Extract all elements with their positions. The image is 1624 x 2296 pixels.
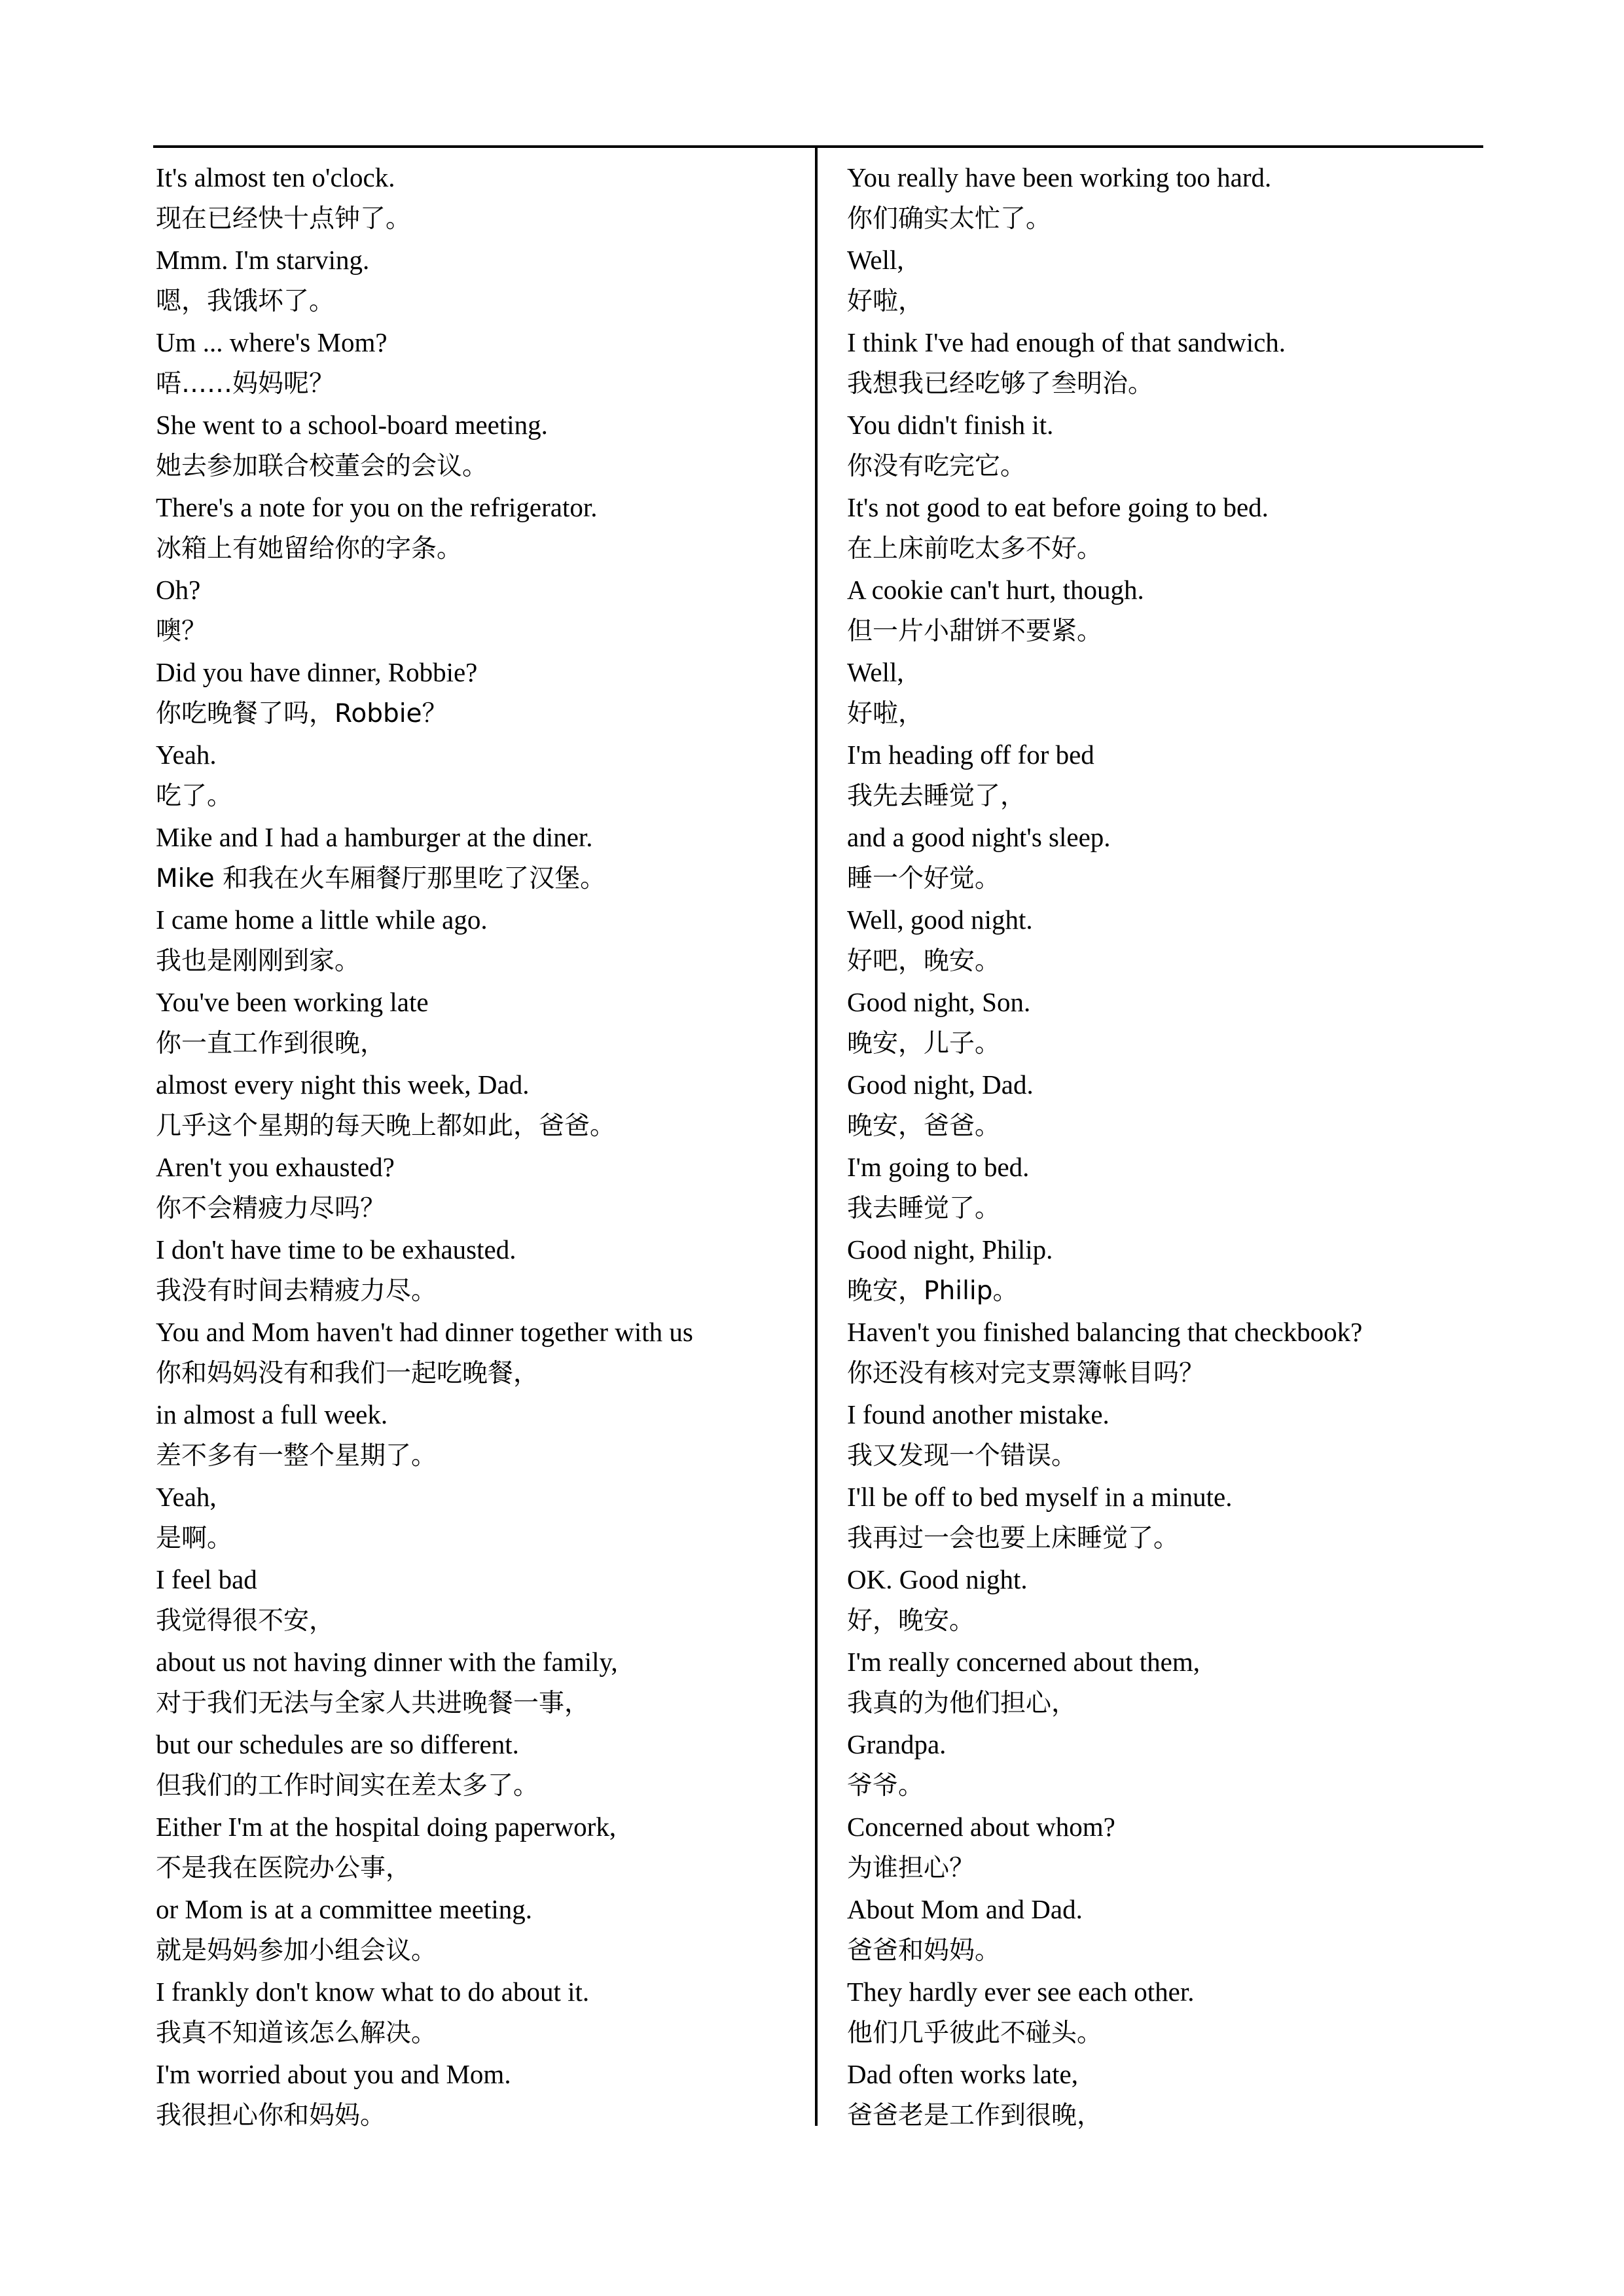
dialogue-line-zh: 我去睡觉了。 <box>847 1194 1001 1223</box>
dialogue-line-en: Haven't you finished balancing that checkbook? <box>847 1317 1363 1347</box>
dialogue-line-zh: 在上床前吃太多不好。 <box>847 534 1103 564</box>
dialogue-line-en: I don't have time to be exhausted. <box>156 1234 516 1265</box>
dialogue-line-en: It's not good to eat before going to bed. <box>847 492 1269 522</box>
column-divider <box>815 145 818 2126</box>
dialogue-line-en: almost every night this week, Dad. <box>156 1069 530 1100</box>
dialogue-line-en: Dad often works late, <box>847 2059 1078 2089</box>
dialogue-line-zh: 现在已经快十点钟了。 <box>156 204 412 234</box>
dialogue-line-en: Good night, Philip. <box>847 1234 1053 1265</box>
dialogue-line-zh: 她去参加联合校董会的会议。 <box>156 452 488 481</box>
dialogue-line-zh: 好吧，晚安。 <box>847 946 1001 976</box>
dialogue-line-zh: 我想我已经吃够了叁明治。 <box>847 369 1154 399</box>
dialogue-line-zh: 爸爸老是工作到很晚， <box>847 2101 1103 2130</box>
dialogue-line-en: They hardly ever see each other. <box>847 1977 1195 2007</box>
dialogue-line-zh: 噢？ <box>156 617 208 646</box>
dialogue-line-en: Yeah. <box>156 740 217 770</box>
dialogue-line-en: You've been working late <box>156 987 429 1017</box>
dialogue-line-zh: 他们几乎彼此不碰头。 <box>847 2018 1103 2048</box>
dialogue-line-en: Good night, Son. <box>847 987 1031 1017</box>
dialogue-line-en: Um ... where's Mom? <box>156 327 388 357</box>
dialogue-line-zh: 对于我们无法与全家人共进晚餐一事， <box>156 1689 590 1718</box>
dialogue-line-en: OK. Good night. <box>847 1564 1028 1594</box>
dialogue-line-zh: Mike 和我在火车厢餐厅那里吃了汉堡。 <box>156 864 606 893</box>
dialogue-line-en: and a good night's sleep. <box>847 822 1111 852</box>
dialogue-line-en: in almost a full week. <box>156 1399 388 1429</box>
dialogue-line-en: Well, <box>847 245 904 275</box>
dialogue-line-zh: 我又发现一个错误。 <box>847 1441 1077 1471</box>
dialogue-line-en: I'm worried about you and Mom. <box>156 2059 511 2089</box>
dialogue-line-zh: 我先去睡觉了， <box>847 781 1026 811</box>
dialogue-line-zh: 我觉得很不安， <box>156 1606 335 1636</box>
dialogue-line-en: You didn't finish it. <box>847 410 1054 440</box>
dialogue-line-zh: 晚安，爸爸。 <box>847 1111 1001 1141</box>
dialogue-line-zh: 晚安，儿子。 <box>847 1029 1001 1058</box>
dialogue-line-zh: 为谁担心？ <box>847 1854 975 1883</box>
dialogue-line-zh: 我很担心你和妈妈。 <box>156 2101 386 2130</box>
dialogue-line-en: Grandpa. <box>847 1729 947 1759</box>
dialogue-line-zh: 睡一个好觉。 <box>847 864 1001 893</box>
dialogue-line-en: I'm really concerned about them, <box>847 1647 1200 1677</box>
dialogue-line-en: I feel bad <box>156 1564 257 1594</box>
dialogue-line-zh: 你没有吃完它。 <box>847 452 1026 481</box>
dialogue-line-zh: 吃了。 <box>156 781 233 811</box>
dialogue-line-zh: 嗯，我饿坏了。 <box>156 287 335 316</box>
dialogue-line-zh: 但我们的工作时间实在差太多了。 <box>156 1771 539 1801</box>
dialogue-line-zh: 我没有时间去精疲力尽。 <box>156 1276 437 1306</box>
dialogue-line-en: It's almost ten o'clock. <box>156 162 395 192</box>
dialogue-line-zh: 我真的为他们担心， <box>847 1689 1077 1718</box>
dialogue-line-zh: 你一直工作到很晚， <box>156 1029 386 1058</box>
dialogue-line-zh: 你和妈妈没有和我们一起吃晚餐， <box>156 1359 539 1388</box>
dialogue-line-zh: 不是我在医院办公事， <box>156 1854 412 1883</box>
dialogue-line-en: I found another mistake. <box>847 1399 1110 1429</box>
dialogue-line-zh: 但一片小甜饼不要紧。 <box>847 617 1103 646</box>
top-rule <box>153 145 1483 148</box>
left-column <box>156 157 810 2136</box>
dialogue-line-en: about us not having dinner with the family, <box>156 1647 618 1677</box>
dialogue-line-zh: 你们确实太忙了。 <box>847 204 1052 234</box>
dialogue-line-zh: 爷爷。 <box>847 1771 924 1801</box>
dialogue-line-en: A cookie can't hurt, though. <box>847 575 1144 605</box>
right-column <box>847 157 1475 2136</box>
dialogue-line-en: Did you have dinner, Robbie? <box>156 657 478 687</box>
dialogue-line-zh: 你吃晚餐了吗，Robbie？ <box>156 699 448 728</box>
dialogue-line-en: There's a note for you on the refrigerator. <box>156 492 598 522</box>
dialogue-line-en: or Mom is at a committee meeting. <box>156 1894 533 1924</box>
dialogue-line-en: About Mom and Dad. <box>847 1894 1083 1924</box>
dialogue-line-zh: 冰箱上有她留给你的字条。 <box>156 534 463 564</box>
dialogue-line-en: I frankly don't know what to do about it. <box>156 1977 590 2007</box>
dialogue-line-en: I'm going to bed. <box>847 1152 1030 1182</box>
dialogue-line-en: I'm heading off for bed <box>847 740 1094 770</box>
dialogue-line-zh: 好啦， <box>847 287 924 316</box>
dialogue-line-en: Aren't you exhausted? <box>156 1152 395 1182</box>
dialogue-line-zh: 爸爸和妈妈。 <box>847 1936 1001 1965</box>
dialogue-line-en: but our schedules are so different. <box>156 1729 519 1759</box>
dialogue-line-en: You really have been working too hard. <box>847 162 1272 192</box>
dialogue-line-en: I think I've had enough of that sandwich. <box>847 327 1286 357</box>
dialogue-line-en: Either I'm at the hospital doing paperwork, <box>156 1812 617 1842</box>
dialogue-line-en: Well, good night. <box>847 905 1033 935</box>
dialogue-line-zh: 几乎这个星期的每天晚上都如此，爸爸。 <box>156 1111 616 1141</box>
dialogue-line-en: Mmm. I'm starving. <box>156 245 370 275</box>
dialogue-line-zh: 好啦， <box>847 699 924 728</box>
dialogue-line-en: She went to a school-board meeting. <box>156 410 548 440</box>
dialogue-line-zh: 你不会精疲力尽吗？ <box>156 1194 386 1223</box>
dialogue-line-zh: 就是妈妈参加小组会议。 <box>156 1936 437 1965</box>
dialogue-line-zh: 唔……妈妈呢？ <box>156 369 335 399</box>
dialogue-line-zh: 是啊。 <box>156 1524 233 1553</box>
dialogue-line-en: Oh? <box>156 575 201 605</box>
dialogue-line-en: I came home a little while ago. <box>156 905 488 935</box>
dialogue-line-en: Well, <box>847 657 904 687</box>
dialogue-line-zh: 我也是刚刚到家。 <box>156 946 361 976</box>
dialogue-line-zh: 你还没有核对完支票簿帐目吗？ <box>847 1359 1205 1388</box>
dialogue-line-en: Yeah, <box>156 1482 217 1512</box>
dialogue-line-en: Concerned about whom? <box>847 1812 1115 1842</box>
dialogue-line-zh: 差不多有一整个星期了。 <box>156 1441 437 1471</box>
dialogue-line-en: Good night, Dad. <box>847 1069 1034 1100</box>
dialogue-line-en: You and Mom haven't had dinner together with us <box>156 1317 693 1347</box>
dialogue-line-zh: 晚安，Philip。 <box>847 1276 1019 1306</box>
dialogue-line-zh: 我真不知道该怎么解决。 <box>156 2018 437 2048</box>
dialogue-line-zh: 我再过一会也要上床睡觉了。 <box>847 1524 1180 1553</box>
dialogue-line-en: I'll be off to bed myself in a minute. <box>847 1482 1233 1512</box>
dialogue-line-en: Mike and I had a hamburger at the diner. <box>156 822 593 852</box>
dialogue-line-zh: 好，晚安。 <box>847 1606 975 1636</box>
